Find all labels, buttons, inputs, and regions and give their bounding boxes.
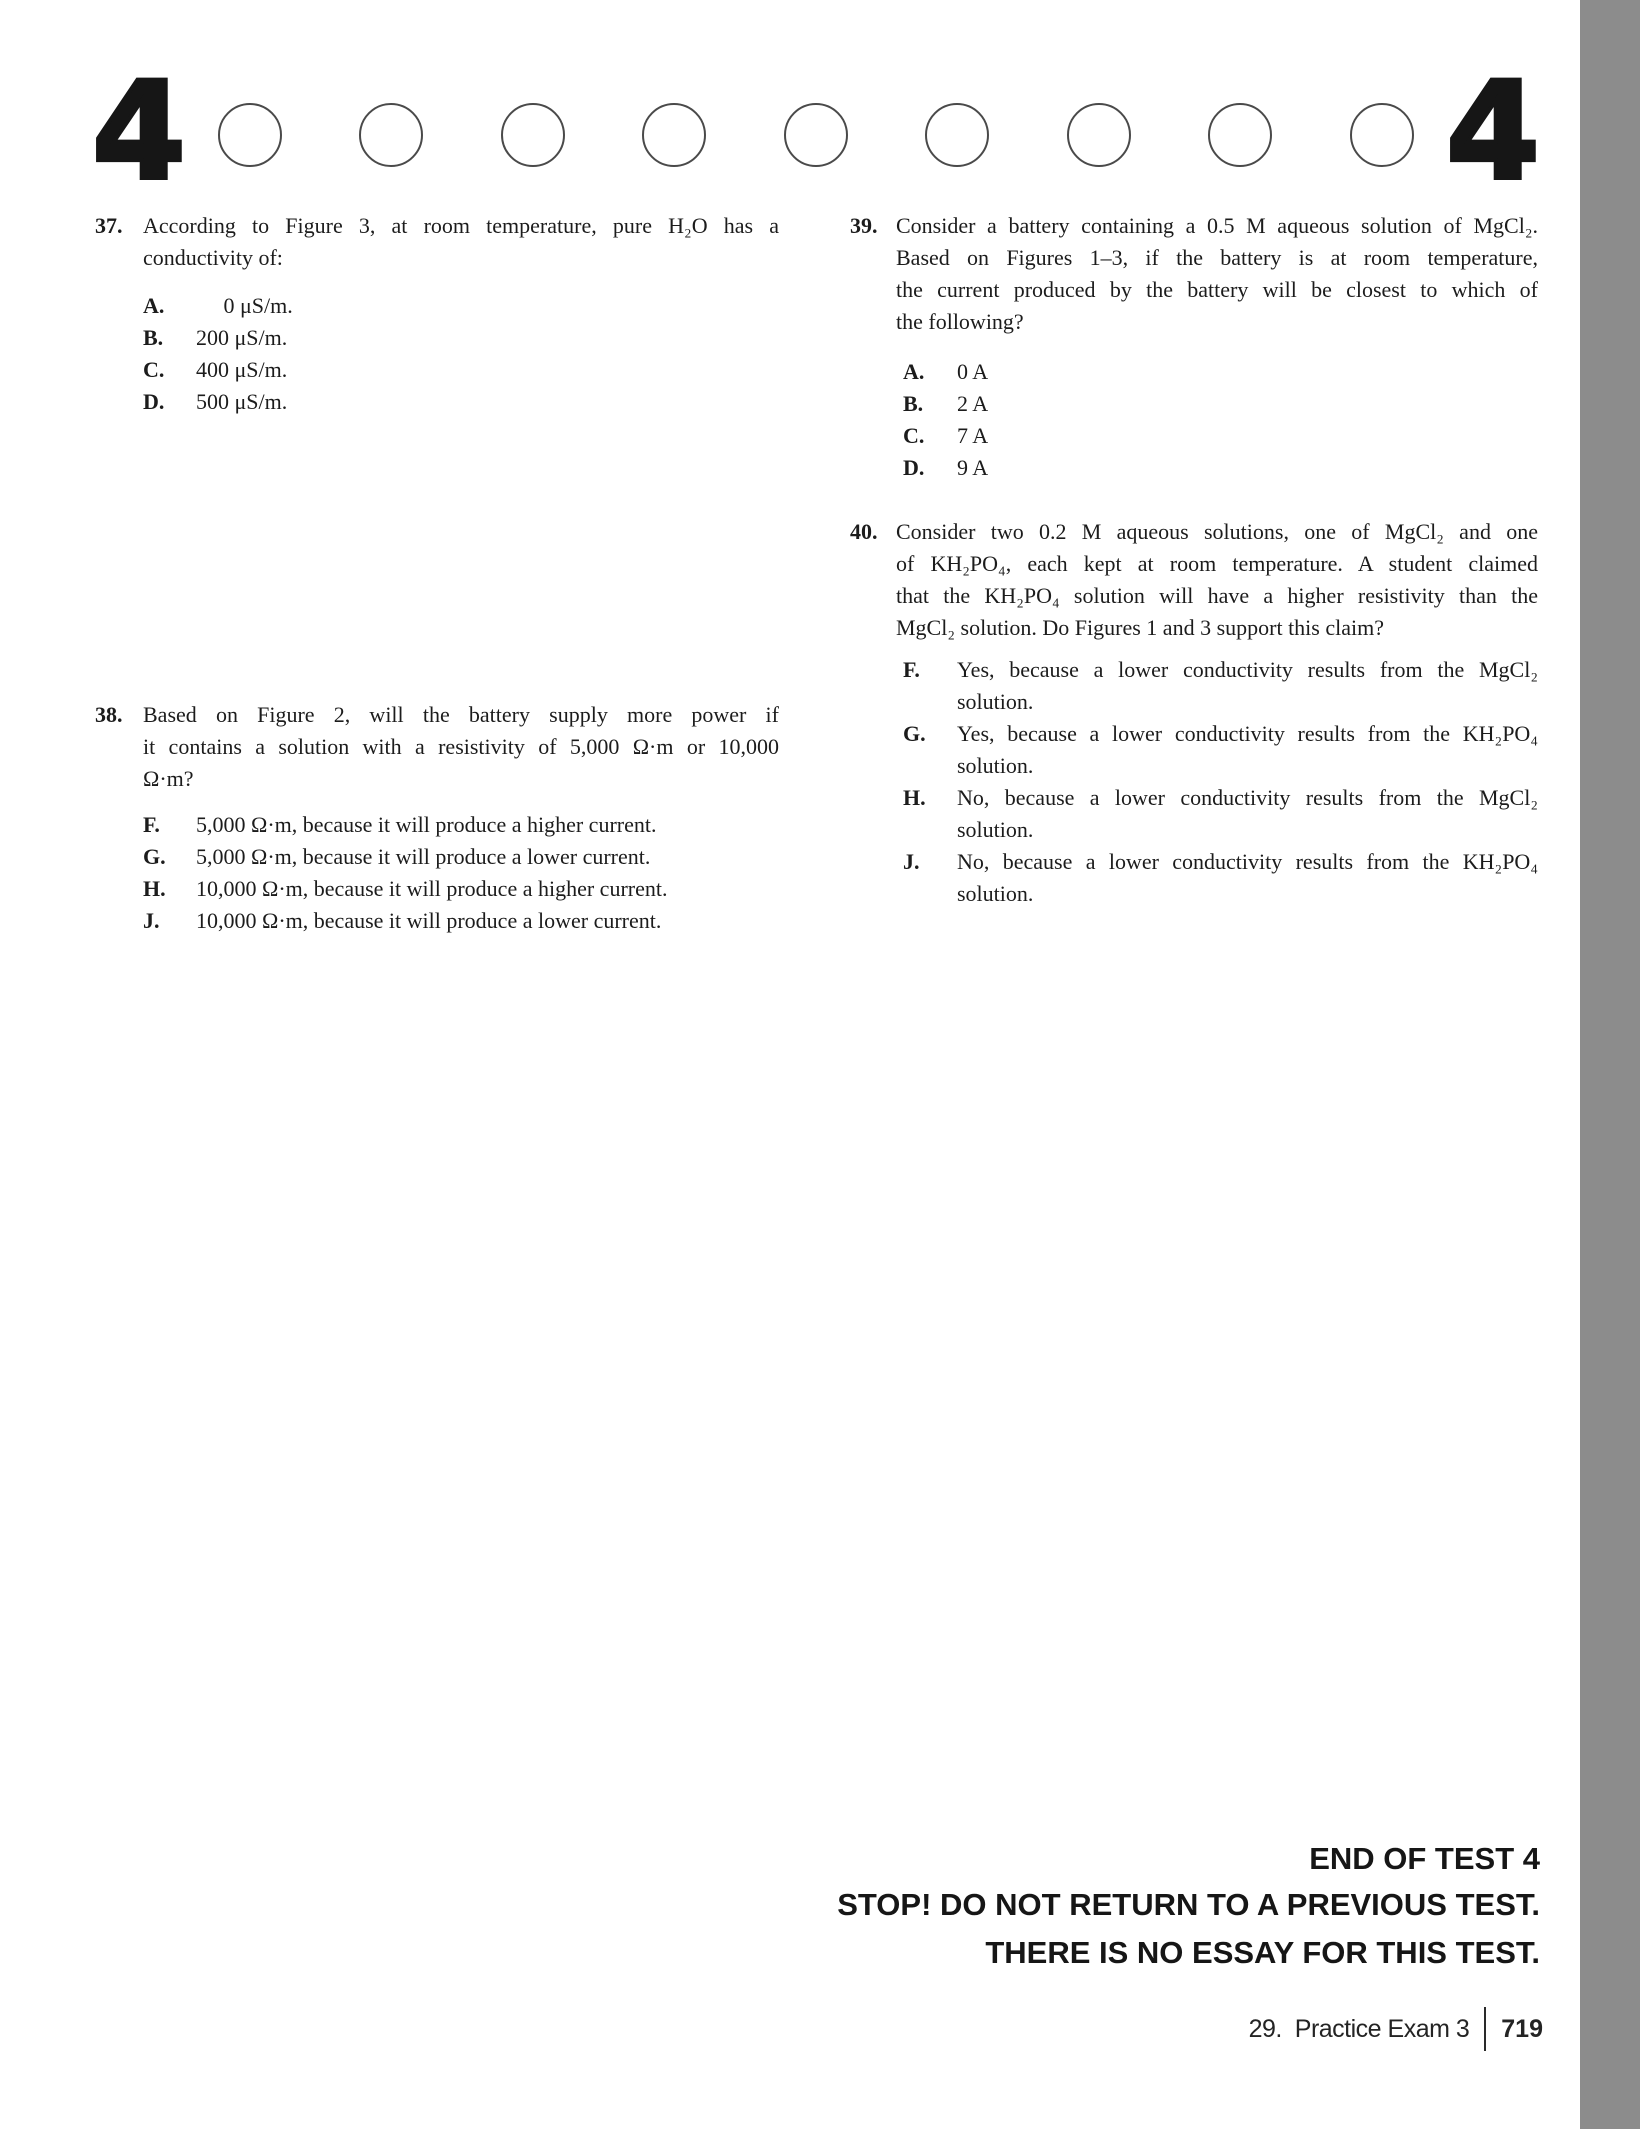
test-number-left: 4 — [92, 53, 186, 210]
option-letter: B. — [903, 391, 924, 416]
answer-bubble — [359, 103, 423, 167]
question-text: Based on Figure 2, will the battery supply more power if it contains a solution with a resistivity of 5,000 Ω·m or 10,000 Ω·m? — [143, 702, 779, 791]
options-list — [143, 290, 779, 418]
option-row — [143, 322, 779, 354]
option-row — [896, 388, 1538, 420]
question-number: 38. — [95, 702, 123, 727]
option-text: 9 A — [957, 455, 989, 480]
option-letter: G. — [903, 721, 926, 746]
option-row — [896, 846, 1538, 910]
question-text: Consider a battery containing a 0.5 M aqueous solution of MgCl₂. Based on Figures 1–3, if the battery is at room temperature, the current produced by the battery will be closest to which of the following? — [896, 213, 1538, 334]
option-text: 0 μS/m. — [196, 293, 293, 318]
question-40 — [850, 516, 1538, 910]
option-text: 10,000 Ω·m, because it will produce a higher current. — [196, 876, 668, 901]
answer-bubble — [1208, 103, 1272, 167]
options-list — [896, 654, 1538, 910]
option-letter: F. — [903, 657, 920, 682]
options-list — [896, 356, 1538, 484]
options-list — [143, 809, 779, 937]
question-38 — [95, 699, 779, 937]
option-letter: B. — [143, 325, 164, 350]
option-row — [896, 452, 1538, 484]
footer-page-number: 719 — [1501, 2014, 1543, 2043]
option-letter: A. — [143, 293, 165, 318]
option-letter: J. — [143, 908, 160, 933]
option-text: 2 A — [957, 391, 989, 416]
option-row — [143, 905, 779, 937]
option-row — [143, 354, 779, 386]
option-text: 200 μS/m. — [196, 325, 288, 350]
option-letter: J. — [903, 849, 920, 874]
option-letter: D. — [143, 389, 165, 414]
option-row — [143, 873, 779, 905]
answer-bubble — [642, 103, 706, 167]
question-number: 37. — [95, 213, 123, 238]
option-text: No, because a lower conductivity results from the KH₂PO₄ solution. — [957, 849, 1538, 906]
option-letter: G. — [143, 844, 166, 869]
option-text: 0 A — [957, 359, 989, 384]
option-row — [896, 718, 1538, 782]
option-text: No, because a lower conductivity results from the MgCl₂ solution. — [957, 785, 1538, 842]
answer-bubble — [784, 103, 848, 167]
option-row — [896, 654, 1538, 718]
option-letter: C. — [903, 423, 925, 448]
footer-chapter-title: 29. Practice Exam 3 — [1248, 2014, 1470, 2043]
option-row — [896, 356, 1538, 388]
option-letter: H. — [903, 785, 926, 810]
page-edge-tab — [1580, 0, 1640, 2129]
answer-bubble — [218, 103, 282, 167]
answer-bubble — [501, 103, 565, 167]
question-number: 40. — [850, 519, 878, 544]
option-letter: A. — [903, 359, 925, 384]
question-text: According to Figure 3, at room temperature, pure H₂O has a conductivity of: — [143, 213, 779, 270]
question-37 — [95, 210, 779, 418]
question-number: 39. — [850, 213, 878, 238]
option-row — [896, 782, 1538, 846]
option-row — [143, 290, 779, 322]
answer-bubble — [925, 103, 989, 167]
answer-bubble — [1350, 103, 1414, 167]
option-text: 5,000 Ω·m, because it will produce a lower current. — [196, 844, 651, 869]
option-row — [143, 809, 779, 841]
question-39 — [850, 210, 1538, 484]
answer-bubble — [1067, 103, 1131, 167]
option-letter: F. — [143, 812, 160, 837]
option-row — [143, 386, 779, 418]
option-text: 5,000 Ω·m, because it will produce a higher current. — [196, 812, 657, 837]
end-of-test-label: END OF TEST 4 — [1309, 1841, 1540, 1876]
option-text: 10,000 Ω·m, because it will produce a lower current. — [196, 908, 662, 933]
no-essay-note: THERE IS NO ESSAY FOR THIS TEST. — [985, 1935, 1540, 1970]
option-text: 400 μS/m. — [196, 357, 288, 382]
option-text: 500 μS/m. — [196, 389, 288, 414]
stop-warning: STOP! DO NOT RETURN TO A PREVIOUS TEST. — [837, 1887, 1540, 1922]
footer-divider — [1484, 2007, 1486, 2051]
question-text: Consider two 0.2 M aqueous solutions, one of MgCl₂ and one of KH₂PO₄, each kept at room temperature. A student claimed that the KH₂PO₄ solution will have a higher resistivity than the MgCl₂ solution. Do Figures 1 and 3 support this claim? — [896, 519, 1538, 640]
option-row — [896, 420, 1538, 452]
option-letter: H. — [143, 876, 166, 901]
option-letter: D. — [903, 455, 925, 480]
test-number-right: 4 — [1446, 53, 1540, 210]
page-footer — [1249, 2006, 1543, 2052]
option-text: Yes, because a lower conductivity results from the MgCl₂ solution. — [957, 657, 1538, 714]
option-letter: C. — [143, 357, 165, 382]
option-row — [143, 841, 779, 873]
option-text: 7 A — [957, 423, 989, 448]
option-text: Yes, because a lower conductivity results from the KH₂PO₄ solution. — [957, 721, 1538, 778]
